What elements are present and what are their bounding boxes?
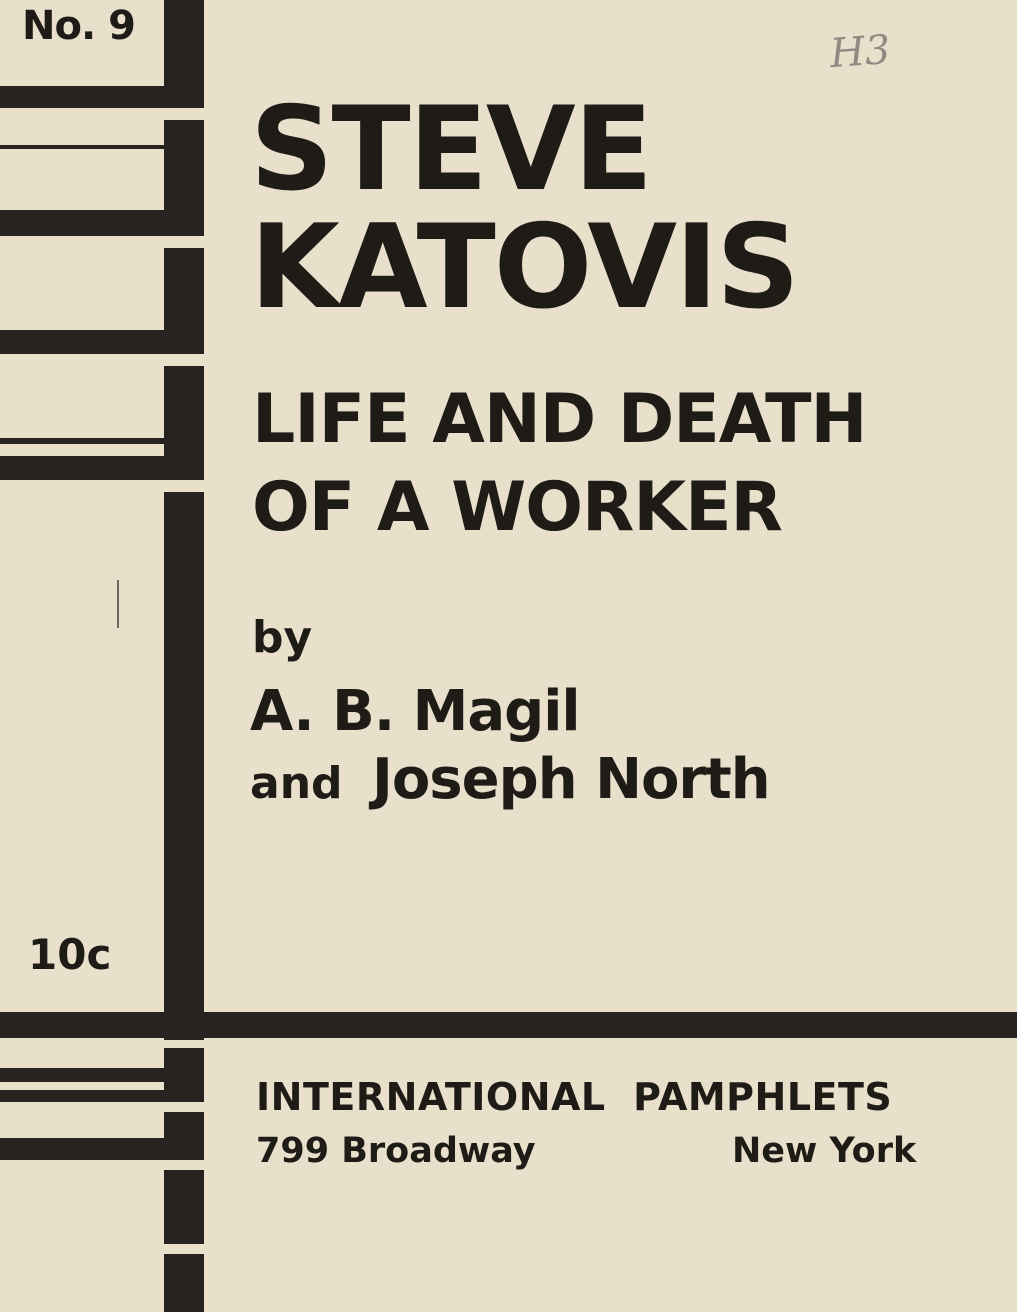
pencil-tick <box>117 580 119 628</box>
author-name: A. B. Magil <box>250 679 580 744</box>
rule-gap <box>164 1040 204 1048</box>
crossbar <box>0 1138 166 1160</box>
crossbar <box>0 210 166 236</box>
publisher-city: New York <box>732 1131 917 1171</box>
handwritten-note: H3 <box>828 26 892 78</box>
subtitle-line-2: OF A WORKER <box>252 468 782 547</box>
horizontal-rule <box>0 1012 1017 1038</box>
publisher-name: INTERNATIONAL PAMPHLETS <box>256 1075 893 1119</box>
issue-number: No. 9 <box>22 3 135 49</box>
crossbar <box>0 86 166 108</box>
rule-gap <box>164 1102 204 1112</box>
byline-and: and <box>250 758 343 809</box>
rule-gap <box>164 108 204 120</box>
rule-gap <box>164 1244 204 1254</box>
title-line-1: STEVE <box>250 82 651 217</box>
byline-by: by <box>252 612 313 663</box>
author-name: Joseph North <box>372 747 770 812</box>
title-line-2: KATOVIS <box>250 200 798 335</box>
crossbar <box>0 1068 166 1082</box>
subtitle-line-1: LIFE AND DEATH <box>252 380 867 459</box>
rule-gap <box>164 1160 204 1170</box>
rule-gap <box>164 354 204 366</box>
crossbar <box>0 438 166 444</box>
crossbar <box>0 330 166 354</box>
rule-gap <box>164 236 204 248</box>
price-label: 10c <box>28 930 112 979</box>
crossbar <box>0 456 166 480</box>
publisher-address: 799 Broadway <box>256 1131 536 1171</box>
rule-gap <box>164 480 204 492</box>
vertical-rule <box>164 0 204 1312</box>
crossbar <box>0 145 166 149</box>
crossbar <box>0 1090 166 1102</box>
